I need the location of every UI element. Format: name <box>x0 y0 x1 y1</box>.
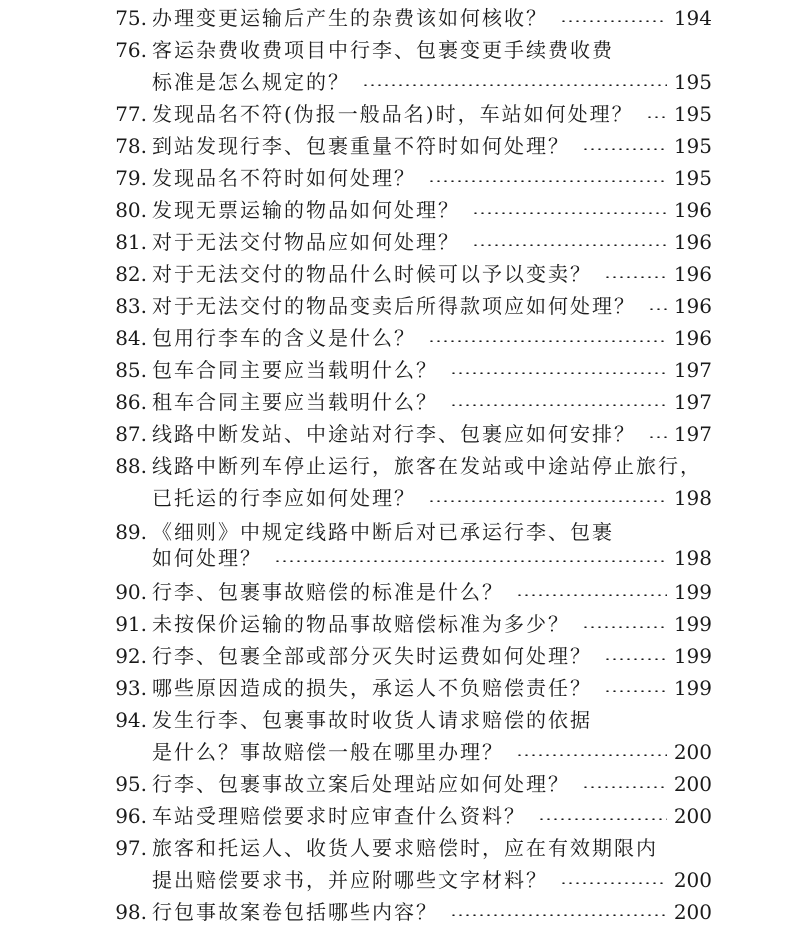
toc-line <box>0 834 800 862</box>
entry-number: 92. <box>115 644 147 668</box>
entry-number: 76. <box>115 38 147 62</box>
entry-title: 到站发现行李、包裹重量不符时如何处理？ <box>152 134 570 158</box>
entry-title: 旅客和托运人、收货人要求赔偿时，应在有效期限内 <box>152 836 658 860</box>
leader-dots <box>450 404 667 406</box>
toc-line <box>0 420 800 448</box>
toc-line <box>0 260 800 288</box>
entry-number: 83. <box>115 294 147 318</box>
page-number: 198 <box>673 486 712 510</box>
leader-dots <box>428 180 667 182</box>
page-number: 200 <box>673 868 712 892</box>
toc-line <box>0 770 800 798</box>
entry-title: 行李、包裹事故立案后处理站应如何处理？ <box>152 772 570 796</box>
entry-title: 对于无法交付的物品变卖后所得款项应如何处理？ <box>152 294 636 318</box>
entry-title: 行李、包裹全部或部分灭失时运费如何处理？ <box>152 644 592 668</box>
leader-dots <box>516 754 667 756</box>
toc-line <box>0 4 800 32</box>
entry-title: 发生行李、包裹事故时收货人请求赔偿的依据 <box>152 708 592 732</box>
toc-line <box>0 610 800 638</box>
entry-title: 线路中断列车停止运行，旅客在发站或中途站停止旅行， <box>152 454 702 478</box>
entry-title: 对于无法交付的物品什么时候可以予以变卖？ <box>152 262 592 286</box>
entry-title: 提出赔偿要求书，并应附哪些文字材料？ <box>152 868 548 892</box>
leader-dots <box>604 690 667 692</box>
entry-number: 93. <box>115 676 147 700</box>
toc-line <box>0 292 800 320</box>
entry-number: 95. <box>115 772 147 796</box>
entry-title: 哪些原因造成的损失，承运人不负赔偿责任？ <box>152 676 592 700</box>
page-number: 198 <box>673 546 712 570</box>
page-number: 200 <box>673 772 712 796</box>
page-number: 194 <box>673 6 712 30</box>
entry-number: 86. <box>115 390 147 414</box>
toc-line <box>0 356 800 384</box>
toc-line <box>0 706 800 734</box>
leader-dots <box>472 244 667 246</box>
entry-title: 行包事故案卷包括哪些内容？ <box>152 900 438 924</box>
entry-title: 包用行李车的含义是什么？ <box>152 326 416 350</box>
toc-line <box>0 642 800 670</box>
entry-number: 97. <box>115 836 147 860</box>
entry-number: 88. <box>115 454 147 478</box>
entry-title: 是什么？事故赔偿一般在哪里办理？ <box>152 740 504 764</box>
entry-number: 91. <box>115 612 147 636</box>
entry-number: 96. <box>115 804 147 828</box>
page-number: 199 <box>673 580 712 604</box>
toc-line <box>0 228 800 256</box>
entry-title: 包车合同主要应当载明什么？ <box>152 358 438 382</box>
toc-line <box>0 132 800 160</box>
leader-dots <box>604 658 667 660</box>
leader-dots <box>516 594 667 596</box>
leader-dots <box>604 276 667 278</box>
leader-dots <box>450 914 667 916</box>
entry-title: 已托运的行李应如何处理？ <box>152 486 416 510</box>
leader-dots <box>582 786 667 788</box>
page-number: 197 <box>673 422 712 446</box>
page-number: 195 <box>673 166 712 190</box>
page-number: 195 <box>673 70 712 94</box>
entry-number: 77. <box>115 102 147 126</box>
entry-title: 客运杂费收费项目中行李、包裹变更手续费收费 <box>152 38 614 62</box>
entry-title: 标准是怎么规定的？ <box>152 70 350 94</box>
entry-number: 98. <box>115 900 147 924</box>
leader-dots <box>648 308 667 310</box>
leader-dots <box>582 148 667 150</box>
toc-line <box>0 388 800 416</box>
toc-line <box>0 544 800 572</box>
page-number: 200 <box>673 804 712 828</box>
entry-title: 办理变更运输后产生的杂费该如何核收？ <box>152 6 548 30</box>
toc-line <box>0 196 800 224</box>
entry-number: 78. <box>115 134 147 158</box>
page-number: 199 <box>673 676 712 700</box>
entry-title: 如何处理？ <box>152 546 262 570</box>
entry-number: 90. <box>115 580 147 604</box>
leader-dots <box>646 116 667 118</box>
toc-line <box>0 68 800 96</box>
leader-dots <box>472 212 667 214</box>
entry-title: 发现品名不符(伪报一般品名)时，车站如何处理？ <box>152 102 634 126</box>
page-number: 196 <box>673 294 712 318</box>
entry-title: 行李、包裹事故赔偿的标准是什么？ <box>152 580 504 604</box>
leader-dots <box>450 372 667 374</box>
toc-line <box>0 866 800 894</box>
toc-line <box>0 164 800 192</box>
page-number: 196 <box>673 198 712 222</box>
entry-number: 80. <box>115 198 147 222</box>
page-number: 197 <box>673 390 712 414</box>
toc-line <box>0 36 800 64</box>
toc-line <box>0 578 800 606</box>
entry-number: 89. <box>115 520 147 544</box>
entry-title: 线路中断发站、中途站对行李、包裹应如何安排？ <box>152 422 636 446</box>
entry-number: 79. <box>115 166 147 190</box>
page-number: 195 <box>673 134 712 158</box>
leader-dots <box>560 20 667 22</box>
page-number: 200 <box>673 900 712 924</box>
entry-title: 发现无票运输的物品如何处理？ <box>152 198 460 222</box>
toc-line <box>0 452 800 480</box>
leader-dots <box>428 500 667 502</box>
leader-dots <box>362 84 667 86</box>
entry-number: 87. <box>115 422 147 446</box>
page-number: 196 <box>673 326 712 350</box>
leader-dots <box>560 882 667 884</box>
entry-title: 《细则》中规定线路中断后对已承运行李、包裹 <box>152 520 614 544</box>
leader-dots <box>538 818 667 820</box>
page-number: 195 <box>673 102 712 126</box>
leader-dots <box>274 560 667 562</box>
toc-line <box>0 802 800 830</box>
entry-title: 未按保价运输的物品事故赔偿标准为多少？ <box>152 612 570 636</box>
entry-title: 租车合同主要应当载明什么？ <box>152 390 438 414</box>
entry-number: 85. <box>115 358 147 382</box>
leader-dots <box>648 436 667 438</box>
toc-line <box>0 738 800 766</box>
entry-number: 84. <box>115 326 147 350</box>
toc-line <box>0 898 800 926</box>
toc-line <box>0 484 800 512</box>
entry-number: 94. <box>115 708 147 732</box>
entry-title: 车站受理赔偿要求时应审查什么资料？ <box>152 804 526 828</box>
entry-title: 对于无法交付物品应如何处理？ <box>152 230 460 254</box>
leader-dots <box>582 626 667 628</box>
toc-line <box>0 100 800 128</box>
leader-dots <box>428 340 667 342</box>
entry-number: 82. <box>115 262 147 286</box>
toc-line <box>0 518 800 546</box>
toc-line <box>0 674 800 702</box>
page-number: 196 <box>673 230 712 254</box>
page-number: 199 <box>673 644 712 668</box>
page-number: 200 <box>673 740 712 764</box>
page-number: 197 <box>673 358 712 382</box>
page-number: 196 <box>673 262 712 286</box>
toc-line <box>0 324 800 352</box>
entry-number: 75. <box>115 6 147 30</box>
entry-title: 发现品名不符时如何处理？ <box>152 166 416 190</box>
page-number: 199 <box>673 612 712 636</box>
entry-number: 81. <box>115 230 147 254</box>
